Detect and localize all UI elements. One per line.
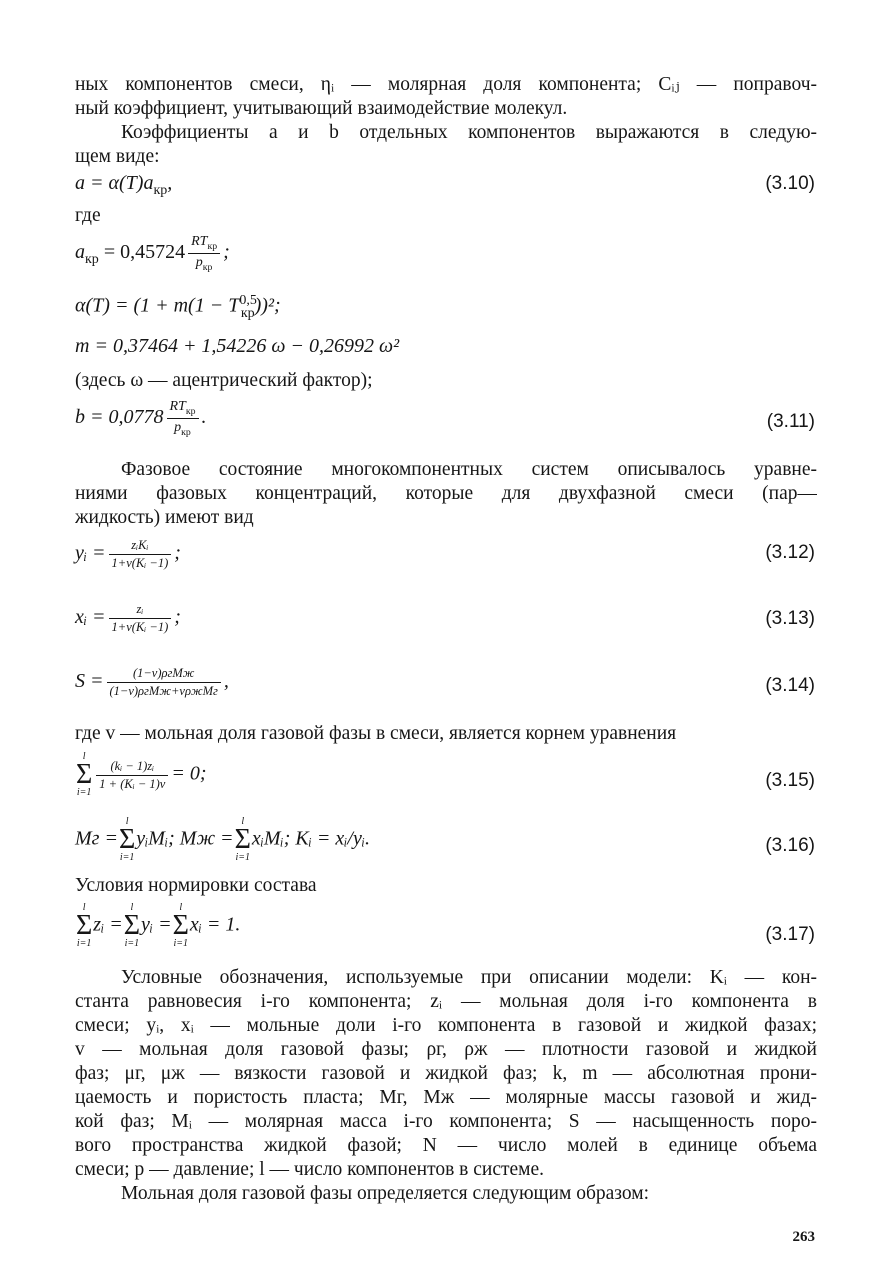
text-line: фаз; μг, μж — вязкости газовой и жидкой фаз; k, m — абсолютная прони-: [75, 1063, 817, 1084]
equation-3-11: b = 0,0778 $\frac{RT_{кр}}{p_{кр}}$ .: [75, 399, 207, 438]
text-line: ный коэффициент, учитывающий взаимодействие молекул.: [75, 98, 568, 119]
equation-3-16: Mг = l Σ i=1 yᵢMᵢ; Mж = l Σ i=1 xᵢMᵢ; Kᵢ = xᵢ/yᵢ.: [75, 816, 371, 863]
equation-number: (3.15): [765, 770, 815, 791]
text-line: Фазовое состояние многокомпонентных систем описывалось уравне-: [121, 459, 817, 480]
equation-number: (3.13): [765, 608, 815, 629]
equation-3-13: xᵢ = $\frac{\text{zᵢ}}{\text{1+v(Kᵢ −1)}}$ ;: [75, 602, 181, 634]
text-line: Условные обозначения, используемые при описании модели: Kᵢ — кон-: [121, 967, 817, 988]
text-line: вого пространства жидкой фазой; N — число молей в единице объема: [75, 1135, 817, 1156]
equation-3-14: S = $\frac{\text{(1−v)ρгMж}}{\text{(1−v)ρгMж+vρжMг}}$ ,: [75, 666, 229, 698]
equation-number: (3.17): [765, 924, 815, 945]
text-line: Условия нормировки состава: [75, 875, 317, 896]
text-line: где v — мольная доля газовой фазы в смеси, является корнем уравнения: [75, 723, 677, 744]
text-line: щем виде:: [75, 146, 160, 167]
text-line: кой фаз; Mᵢ — молярная масса i-го компонента; S — насыщенность поро-: [75, 1111, 817, 1132]
equation-number: (3.12): [765, 542, 815, 563]
text-line: жидкость) имеют вид: [75, 507, 254, 528]
text-line: станта равновесия i-го компонента; zᵢ — мольная доля i-го компонента в: [75, 991, 817, 1012]
text-line: ниями фазовых концентраций, которые для двухфазной смеси (пар—: [75, 483, 817, 504]
equation-a-kr: $a_{кр} = 0,45724$ $\frac{RT_{кр}}{p_{кр}}$ ;: [75, 234, 230, 273]
text-line: где: [75, 205, 101, 226]
equation-3-10: $a = \alpha(T)a_{кр}$,: [75, 172, 173, 198]
text-line: ных компонентов смеси, ηᵢ — молярная доля компонента; Cᵢⱼ — поправоч-: [75, 74, 817, 95]
equation-m: m = 0,37464 + 1,54226 ω − 0,26992 ω²: [75, 335, 400, 357]
equation-number: (3.11): [766, 411, 815, 432]
text-line: смеси; yᵢ, xᵢ — мольные доли i-го компонента в газовой и жидкой фазах;: [75, 1015, 817, 1036]
equation-alpha: α(T) = (1 + m(1 − T$^{0,5}_{кр}$))²;: [75, 293, 281, 321]
text-line: Коэффициенты a и b отдельных компонентов выражаются в следую-: [121, 122, 817, 143]
equation-number: (3.16): [765, 835, 815, 856]
equation-3-17: l Σ i=1 zᵢ = l Σ i=1 yᵢ = l Σ i=1 xᵢ = 1.: [76, 902, 241, 949]
equation-3-15: l Σ i=1 $\frac{\text{(kᵢ − 1)zᵢ}}{\text{1 + (Kᵢ − 1)v}}$ = 0;: [76, 751, 207, 798]
text-line: Мольная доля газовой фазы определяется следующим образом:: [121, 1183, 650, 1204]
equation-number: (3.14): [765, 675, 815, 696]
text-line: (здесь ω — ацентрический фактор);: [75, 370, 373, 391]
equation-3-12: yᵢ = $\frac{\text{zᵢKᵢ}}{\text{1+v(Kᵢ −1)}}$ ;: [75, 538, 181, 570]
equation-number: (3.10): [765, 173, 815, 194]
text-line: v — мольная доля газовой фазы; ρг, ρж — плотности газовой и жидкой: [75, 1039, 817, 1060]
page-number: 263: [792, 1229, 815, 1245]
text-line: цаемость и пористость пласта; Mг, Mж — молярные массы газовой и жид-: [75, 1087, 817, 1108]
text-line: смеси; p — давление; l — число компонентов в системе.: [75, 1159, 545, 1180]
